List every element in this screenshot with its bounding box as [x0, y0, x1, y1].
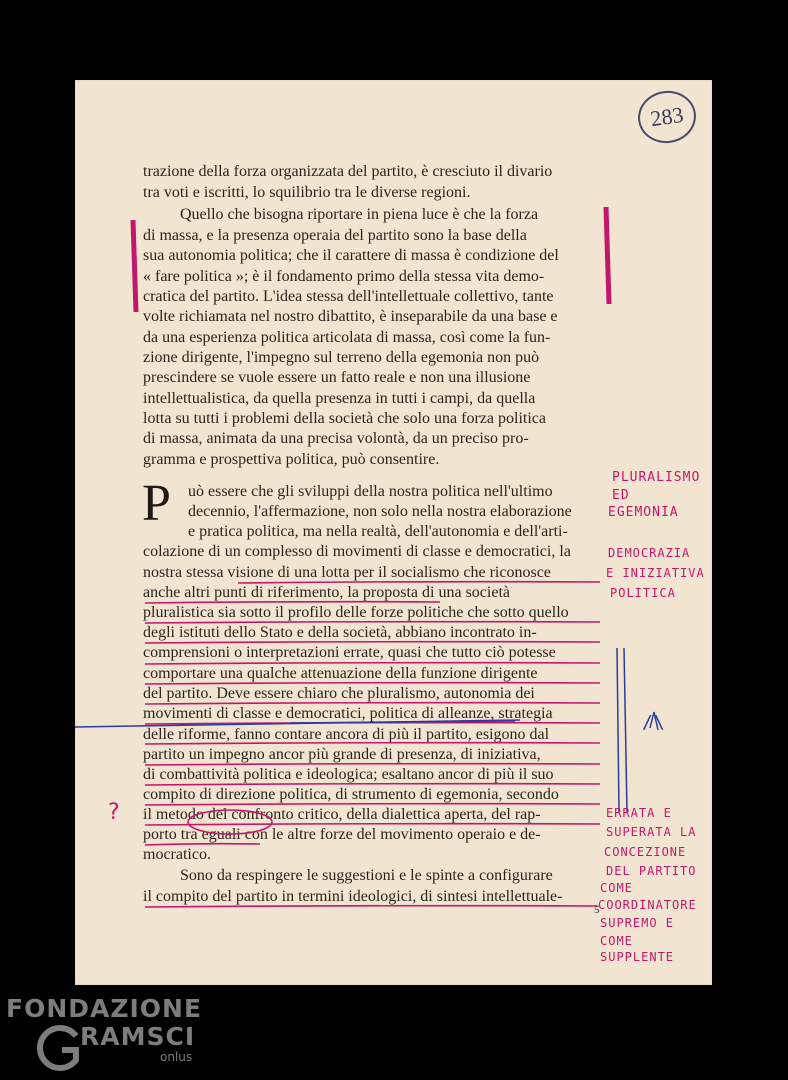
text-line: movimenti di classe e democratici, politica di alleanze, strategia	[143, 705, 553, 722]
annotation: COME	[600, 934, 633, 948]
annotation: ED	[612, 488, 630, 503]
text-line: « fare politica »; è il fondamento primo della stessa vita demo-	[143, 268, 545, 285]
text-line: gramma e prospettiva politica, può consentire.	[143, 451, 440, 468]
text-line: il compito del partito in termini ideologici, di sintesi intellettuale-	[143, 888, 563, 905]
text-line: partito un impegno ancor più grande di presenza, di iniziativa,	[143, 746, 541, 763]
text-line: cratica del partito. L'idea stessa dell'intellettuale collettivo, tante	[143, 288, 554, 305]
text-line: compito di direzione politica, di strumento di egemonia, secondo	[143, 786, 559, 803]
text-line: decennio, l'affermazione, non solo nella nostra elaborazione	[188, 503, 572, 520]
logo-line1: FONDAZIONE	[6, 994, 203, 1023]
text-line: volte richiamata nel nostro dibattito, è inseparabile da una base e	[143, 308, 558, 325]
text-line: anche altri punti di riferimento, la proposta di una società	[143, 584, 510, 601]
text-line: degli istituti dello Stato e della società, abbiano incontrato in-	[143, 624, 537, 641]
drop-cap: P	[142, 475, 171, 532]
text-line: il metodo del confronto critico, della dialettica aperta, del rap-	[143, 806, 541, 823]
blue-marks	[75, 648, 658, 812]
annotation: SUPREMO E	[600, 916, 675, 930]
text-line: Quello che bisogna riportare in piena luce è che la forza	[180, 206, 539, 223]
annotation: PLURALISMO	[612, 470, 701, 485]
annotation: ERRATA E	[606, 806, 672, 820]
page-number: 283	[635, 87, 700, 147]
text-line: comprensioni o interpretazioni errate, quasi che tutto ciò potesse	[143, 644, 556, 661]
text-line: pluralistica sia sotto il profilo delle forze politiche che sotto quello	[143, 604, 569, 621]
logo-suffix: onlus	[160, 1050, 193, 1064]
annotation: EGEMONIA	[608, 505, 679, 520]
margin-bar-left	[133, 220, 136, 312]
text-line: lotta su tutti i problemi della società che solo una forza politica	[143, 410, 546, 427]
logo-line2: RAMSCI	[80, 1022, 196, 1051]
text-line: di massa, animata da una precisa volontà, da un preciso pro-	[143, 430, 529, 447]
blue-caret-mark: /\	[642, 712, 666, 733]
text-line: mocratico.	[143, 846, 211, 863]
text-line: di massa, e la presenza operaia del partito sono la base della	[143, 227, 527, 244]
annotation: DEL PARTITO	[606, 864, 697, 878]
text-line: sua autonomia politica; che il carattere di massa è condizione del	[143, 247, 559, 264]
logo-g-icon	[30, 1024, 84, 1072]
text-line: di combattività politica e ideologica; esaltano ancor di più il suo	[143, 766, 554, 783]
text-line: zione dirigente, l'impegno sul terreno della egemonia non può	[143, 349, 540, 366]
text-line: Sono da respingere le suggestioni e le spinte a configurare	[180, 867, 553, 884]
question-mark: ?	[108, 800, 120, 825]
text-line: e pratica politica, ma nella realtà, dell'autonomia e dell'arti-	[188, 523, 568, 540]
text-line: colazione di un complesso di movimenti di classe e democratici, la	[143, 543, 571, 560]
annotation: COME	[600, 881, 633, 895]
margin-bar-right	[606, 207, 609, 304]
text-line: trazione della forza organizzata del partito, è cresciuto il divario	[143, 163, 553, 180]
annotation: SUPPLENTE	[600, 950, 675, 964]
text-line: intellettualistica, da quella presenza in tutti i campi, da quella	[143, 390, 536, 407]
text-line: delle riforme, fanno contare ancora di più il partito, esigono dal	[143, 726, 550, 743]
text-line: porto tra eguali con le altre forze del movimento operaio e de-	[143, 826, 541, 843]
annotation: E INIZIATIVA	[606, 566, 705, 580]
footer-page-number: 5	[594, 904, 600, 916]
annotation: POLITICA	[610, 586, 676, 600]
annotation: CONCEZIONE	[604, 845, 687, 859]
annotation: SUPERATA LA	[606, 825, 697, 839]
text-line: da una esperienza politica articolata di massa, così come la fun-	[143, 329, 551, 346]
underlines	[145, 582, 600, 907]
text-line: del partito. Deve essere chiaro che pluralismo, autonomia dei	[143, 685, 535, 702]
text-line: nostra stessa visione di una lotta per il socialismo che riconosce	[143, 564, 551, 581]
annotation: DEMOCRAZIA	[608, 546, 691, 560]
text-line: comportare una qualche attenuazione della funzione dirigente	[143, 665, 538, 682]
text-line: uò essere che gli sviluppi della nostra politica nell'ultimo	[188, 483, 553, 500]
text-line: tra voti e iscritti, lo squilibrio tra le diverse regioni.	[143, 184, 471, 201]
text-line: prescindere se vuole essere un fatto reale e non una illusione	[143, 369, 531, 386]
annotation: COORDINATORE	[598, 898, 697, 912]
